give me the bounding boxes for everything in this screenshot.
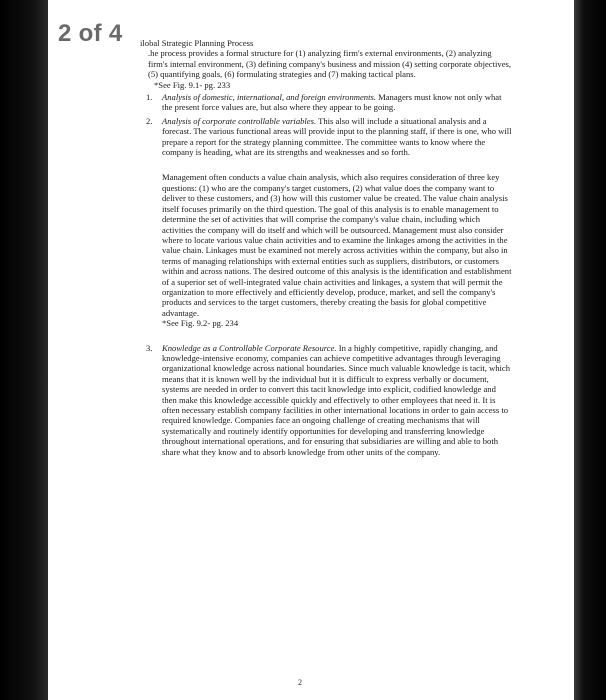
- spacer: [140, 329, 512, 341]
- list-item-heading: Analysis of corporate controllable variables.: [162, 115, 317, 126]
- document-page: [140, 38, 512, 460]
- page-indicator: 2 of 4: [58, 20, 123, 47]
- list-item-body: This also will include a situational analysis and a forecast. The various functional areas will provide input to the planning staff, if there is one, who will prepare a report for the strategy planning committee. The committee wants to know where the company is heading, what are its strengths and weaknesses and so forth.: [162, 115, 512, 158]
- list-item-heading: Knowledge as a Controllable Corporate Resource.: [162, 342, 337, 353]
- figure-reference-2: *See Fig. 9.2- pg. 234: [162, 318, 239, 329]
- list-item: [140, 343, 512, 457]
- viewer-left-bezel: [0, 0, 48, 700]
- value-chain-paragraph: Management often conducts a value chain analysis, which also requires consideration of three key questions: (1) who are the company's target customers, (2) what value does the company want to deliver to these customers, and (3) how will this customer value be created. The value chain analysis itself focuses primarily on the third question. The goal of this analysis is to enable management to determine the set of activities that will comprise the company's value chain, including which activities the company will do itself and which will be outsourced. Management must also consider where to locate various value chain activities and to examine the linkages among the activities in the value chain. Linkages must be examined not merely across activities within the company, but also in terms of managing relationships with external entities such as suppliers, distributors, or customers within and across nations. The desired outcome of this analysis is the identification and establishment of a superior set of well-integrated value chain activities and linkages, a system that will permit the organization to more effectively and efficiently develop, produce, market, and sell the company's products and services to the target customers, thereby creating the basis for global competitive advantage.: [162, 172, 512, 318]
- list-item-number: 2.: [146, 115, 153, 126]
- figure-reference-1: *See Fig. 9.1- pg. 233: [154, 79, 231, 90]
- list-item: [140, 92, 512, 113]
- document-title: ilobal Strategic Planning Process: [140, 38, 254, 48]
- spacer: [140, 160, 512, 172]
- list-item-number: 1.: [146, 92, 153, 103]
- analysis-list: [140, 92, 512, 157]
- list-item-body: Managers must know not only what the present force values are, but also where they appear to be going.: [162, 92, 502, 113]
- list-item: [140, 116, 512, 158]
- list-item-heading: Analysis of domestic, international, and foreign environments.: [162, 92, 376, 103]
- knowledge-list: [140, 343, 512, 457]
- list-item-body: In a highly competitive, rapidly changing, and knowledge-intensive economy, companies can achieve competitive advantages through leveraging organizational knowledge across national boundaries. Since much valuable knowledge is tacit, which means that it is known well by the individual but it is difficult to express verbally or document, systems are needed in order to convert this tacit knowledge into explicit, codified knowledge and then make this knowledge accessible quickly and effectively to other employees that need it. It is often necessary establish company facilities in other international locations in order to gain access to required knowledge. Companies face an ongoing challenge of creating mechanisms that will systematically and routinely identify opportunities for developing and transferring knowledge throughout international operations, and for ensuring that subsidiaries are willing and able to both share what they know and to absorb knowledge from other units of the company.: [162, 342, 511, 457]
- viewer-right-bezel: [574, 0, 606, 700]
- list-item-number: 3.: [146, 342, 153, 353]
- page-number: 2: [298, 678, 302, 687]
- intro-paragraph: .he process provides a formal structure for (1) analyzing firm's external environments, (2) analyzing firm's internal environment, (3) defining company's business and mission (4) setting corporate objectives, (5) quantifying goals, (6) formulating strategies and (7) making tactical plans.: [148, 48, 511, 80]
